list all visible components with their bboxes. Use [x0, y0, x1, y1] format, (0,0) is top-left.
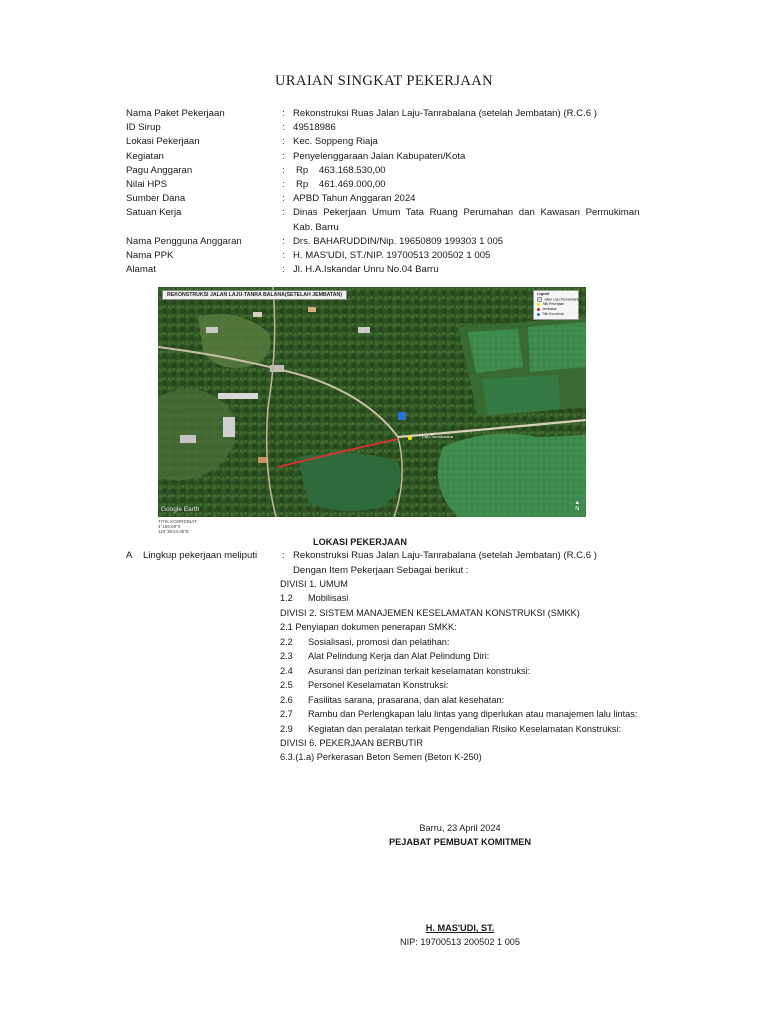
work-item-text: Kegiatan dan peralatan terkait Pengendalian Risiko Keselamatan Konstruksi:: [308, 723, 622, 734]
info-colon: :: [282, 193, 285, 205]
info-colon: :: [282, 150, 285, 162]
info-value-line2: Kab. Barru: [293, 221, 339, 233]
info-colon: :: [282, 136, 285, 148]
info-row-work-unit: [126, 206, 686, 234]
work-item-text: Asuransi dan perizinan terkait keselamatan konstruksi:: [308, 665, 531, 676]
info-colon: :: [282, 179, 285, 191]
info-value: Jl. H.A.Iskandar Unru No.04 Barru: [293, 264, 439, 276]
legend-item-coordinate: [537, 312, 575, 317]
location-caption: LOKASI PEKERJAAN: [313, 537, 407, 547]
coordinate-lon: 119°39'24.09"E: [158, 529, 189, 534]
work-item-text: Mobilisasi: [308, 593, 349, 604]
info-colon: :: [282, 108, 285, 119]
info-row-funding: [126, 192, 686, 206]
work-item-number: 1.2: [280, 593, 293, 604]
work-item-number: 2.6: [280, 694, 293, 705]
coordinate-lat: 4°159,89"S: [158, 524, 181, 529]
work-item: [280, 635, 680, 649]
info-label: Sumber Dana: [126, 193, 186, 205]
scope-label: Lingkup pekerjaan meliputi: [143, 550, 258, 561]
info-value: Drs. BAHARUDDIN/Nip. 19650809 199303 1 005: [293, 235, 504, 247]
info-value: Rp 461.469.000,00: [296, 179, 386, 191]
signature-place-date: Barru, 23 April 2024: [419, 823, 501, 833]
scope-row: [126, 549, 686, 563]
work-item-text: Personel Keselamatan Konstruksi:: [308, 680, 449, 691]
work-item-text: Alat Pelindung Kerja dan Alat Pelindung Diri:: [308, 651, 490, 662]
work-item-number: 2.3: [280, 651, 293, 662]
info-colon: :: [282, 235, 285, 247]
work-items-list: [280, 577, 680, 765]
info-label: Pagu Anggaran: [126, 164, 193, 176]
work-item-number: 2.4: [280, 665, 293, 676]
info-colon: :: [282, 250, 285, 262]
work-point-marker: [408, 436, 412, 440]
info-value: 49518986: [293, 122, 336, 134]
info-label: Nama PPK: [126, 250, 174, 262]
info-colon: :: [282, 122, 285, 134]
work-item: [280, 591, 680, 605]
info-row-budget: [126, 164, 686, 178]
work-item-text: Rambu dan Perlengkapan lalu lintas yang diperlukan atau manajemen lalu lintas:: [308, 709, 638, 720]
map-legend: [533, 290, 579, 320]
info-label: Satuan Kerja: [126, 207, 182, 219]
work-item: [280, 678, 680, 692]
scope-letter: A: [126, 550, 133, 561]
work-item: [280, 664, 680, 678]
location-map: [158, 287, 586, 517]
info-colon: :: [282, 207, 285, 219]
info-row-package: [126, 107, 686, 121]
map-title: REKONSTRUKSI JALAN LAJU-TANRA BALANA(SETELAH JEMBATAN): [162, 290, 347, 300]
legend-label: Titik Koordinat: [542, 312, 564, 317]
info-value: [293, 206, 686, 234]
coordinate-title: TITIK KOORDINAT: [158, 519, 197, 524]
coordinate-caption: [158, 519, 197, 534]
scope-colon: :: [282, 550, 285, 561]
work-item: [280, 693, 680, 707]
satellite-image: [158, 287, 586, 517]
scope-value: Rekonstruksi Ruas Jalan Laju-Tanrabalana (setelah Jembatan) (R.C.6 ): [293, 550, 597, 561]
work-item: [280, 707, 680, 721]
info-row-address: [126, 263, 686, 277]
work-item: 2.1 Penyiapan dokumen penerapan SMKK:: [280, 622, 457, 633]
work-item-number: 2.5: [280, 680, 293, 691]
info-label: Alamat: [126, 264, 156, 276]
north-label: N: [575, 506, 580, 512]
info-colon: :: [282, 264, 285, 276]
legend-title: Legend: [537, 292, 550, 296]
info-row-activity: [126, 150, 686, 164]
google-earth-watermark: Google Earth: [161, 506, 200, 513]
info-table: [126, 107, 686, 277]
info-value-line1: Dinas Pekerjaan Umum Tata Ruang Perumahan dan Kawasan Permukiman: [293, 207, 640, 219]
info-label: Nama Pengguna Anggaran: [126, 235, 242, 247]
north-arrow-icon: ▲ N: [574, 500, 580, 512]
legend-label: Titik Pekerjaan: [542, 302, 565, 307]
info-value: Kec. Soppeng Riaja: [293, 136, 378, 148]
signature-nip: NIP: 19700513 200502 1 005: [399, 937, 521, 947]
info-row-location: [126, 135, 686, 149]
info-label: Kegiatan: [126, 150, 164, 162]
info-row-sirup: [126, 121, 686, 135]
work-item-number: 2.2: [280, 636, 293, 647]
signature-role: PEJABAT PEMBUAT KOMITMEN: [388, 837, 532, 847]
info-value: Rekonstruksi Ruas Jalan Laju-Tanrabalana (setelah Jembatan) (R.C.6 ): [293, 108, 597, 119]
work-item-text: Sosialisasi, promosi dan pelatihan:: [308, 636, 450, 647]
info-value: APBD Tahun Anggaran 2024: [293, 193, 416, 205]
legend-label: Jalan Laju-Tanrabalana: [544, 297, 580, 302]
info-value: Penyelenggaraan Jalan Kabupaten/Kota: [293, 150, 466, 162]
division-heading: DIVISI 2. SISTEM MANAJEMEN KESELAMATAN KONSTRUKSI (SMKK): [280, 607, 580, 618]
info-value: H. MAS'UDI, ST./NIP. 19700513 200502 1 005: [293, 250, 491, 262]
info-label: Nilai HPS: [126, 179, 168, 191]
info-row-budget-user: [126, 235, 686, 249]
legend-label: Jembatan: [542, 307, 557, 312]
info-label: Lokasi Pekerjaan: [126, 136, 200, 148]
work-item: [280, 722, 680, 736]
work-item: [280, 649, 680, 663]
info-colon: :: [282, 164, 285, 176]
signature-name: H. MAS'UDI, ST.: [425, 923, 495, 933]
info-label: ID Sirup: [126, 122, 161, 134]
work-item: 6.3.(1.a) Perkerasan Beton Semen (Beton K-250): [280, 752, 482, 763]
division-heading: DIVISI 6. PEKERJAAN BERBUTIR: [280, 737, 423, 748]
document-title: URAIAN SINGKAT PEKERJAAN: [275, 73, 493, 89]
info-row-ppk: [126, 249, 686, 263]
info-value: Rp 463.168.530,00: [296, 164, 386, 176]
scope-intro: Dengan Item Pekerjaan Sebagai berikut :: [293, 565, 469, 576]
work-item-number: 2.7: [280, 709, 293, 720]
work-item-number: 2.9: [280, 723, 293, 734]
work-item-text: Fasilitas sarana, prasarana, dan alat kesehatan:: [308, 694, 505, 705]
division-heading: DIVISI 1. UMUM: [280, 579, 348, 589]
info-label: Nama Paket Pekerjaan: [126, 108, 225, 119]
map-location-tag: Laju-Tanrabalana: [422, 434, 453, 439]
info-row-hps: [126, 178, 686, 192]
